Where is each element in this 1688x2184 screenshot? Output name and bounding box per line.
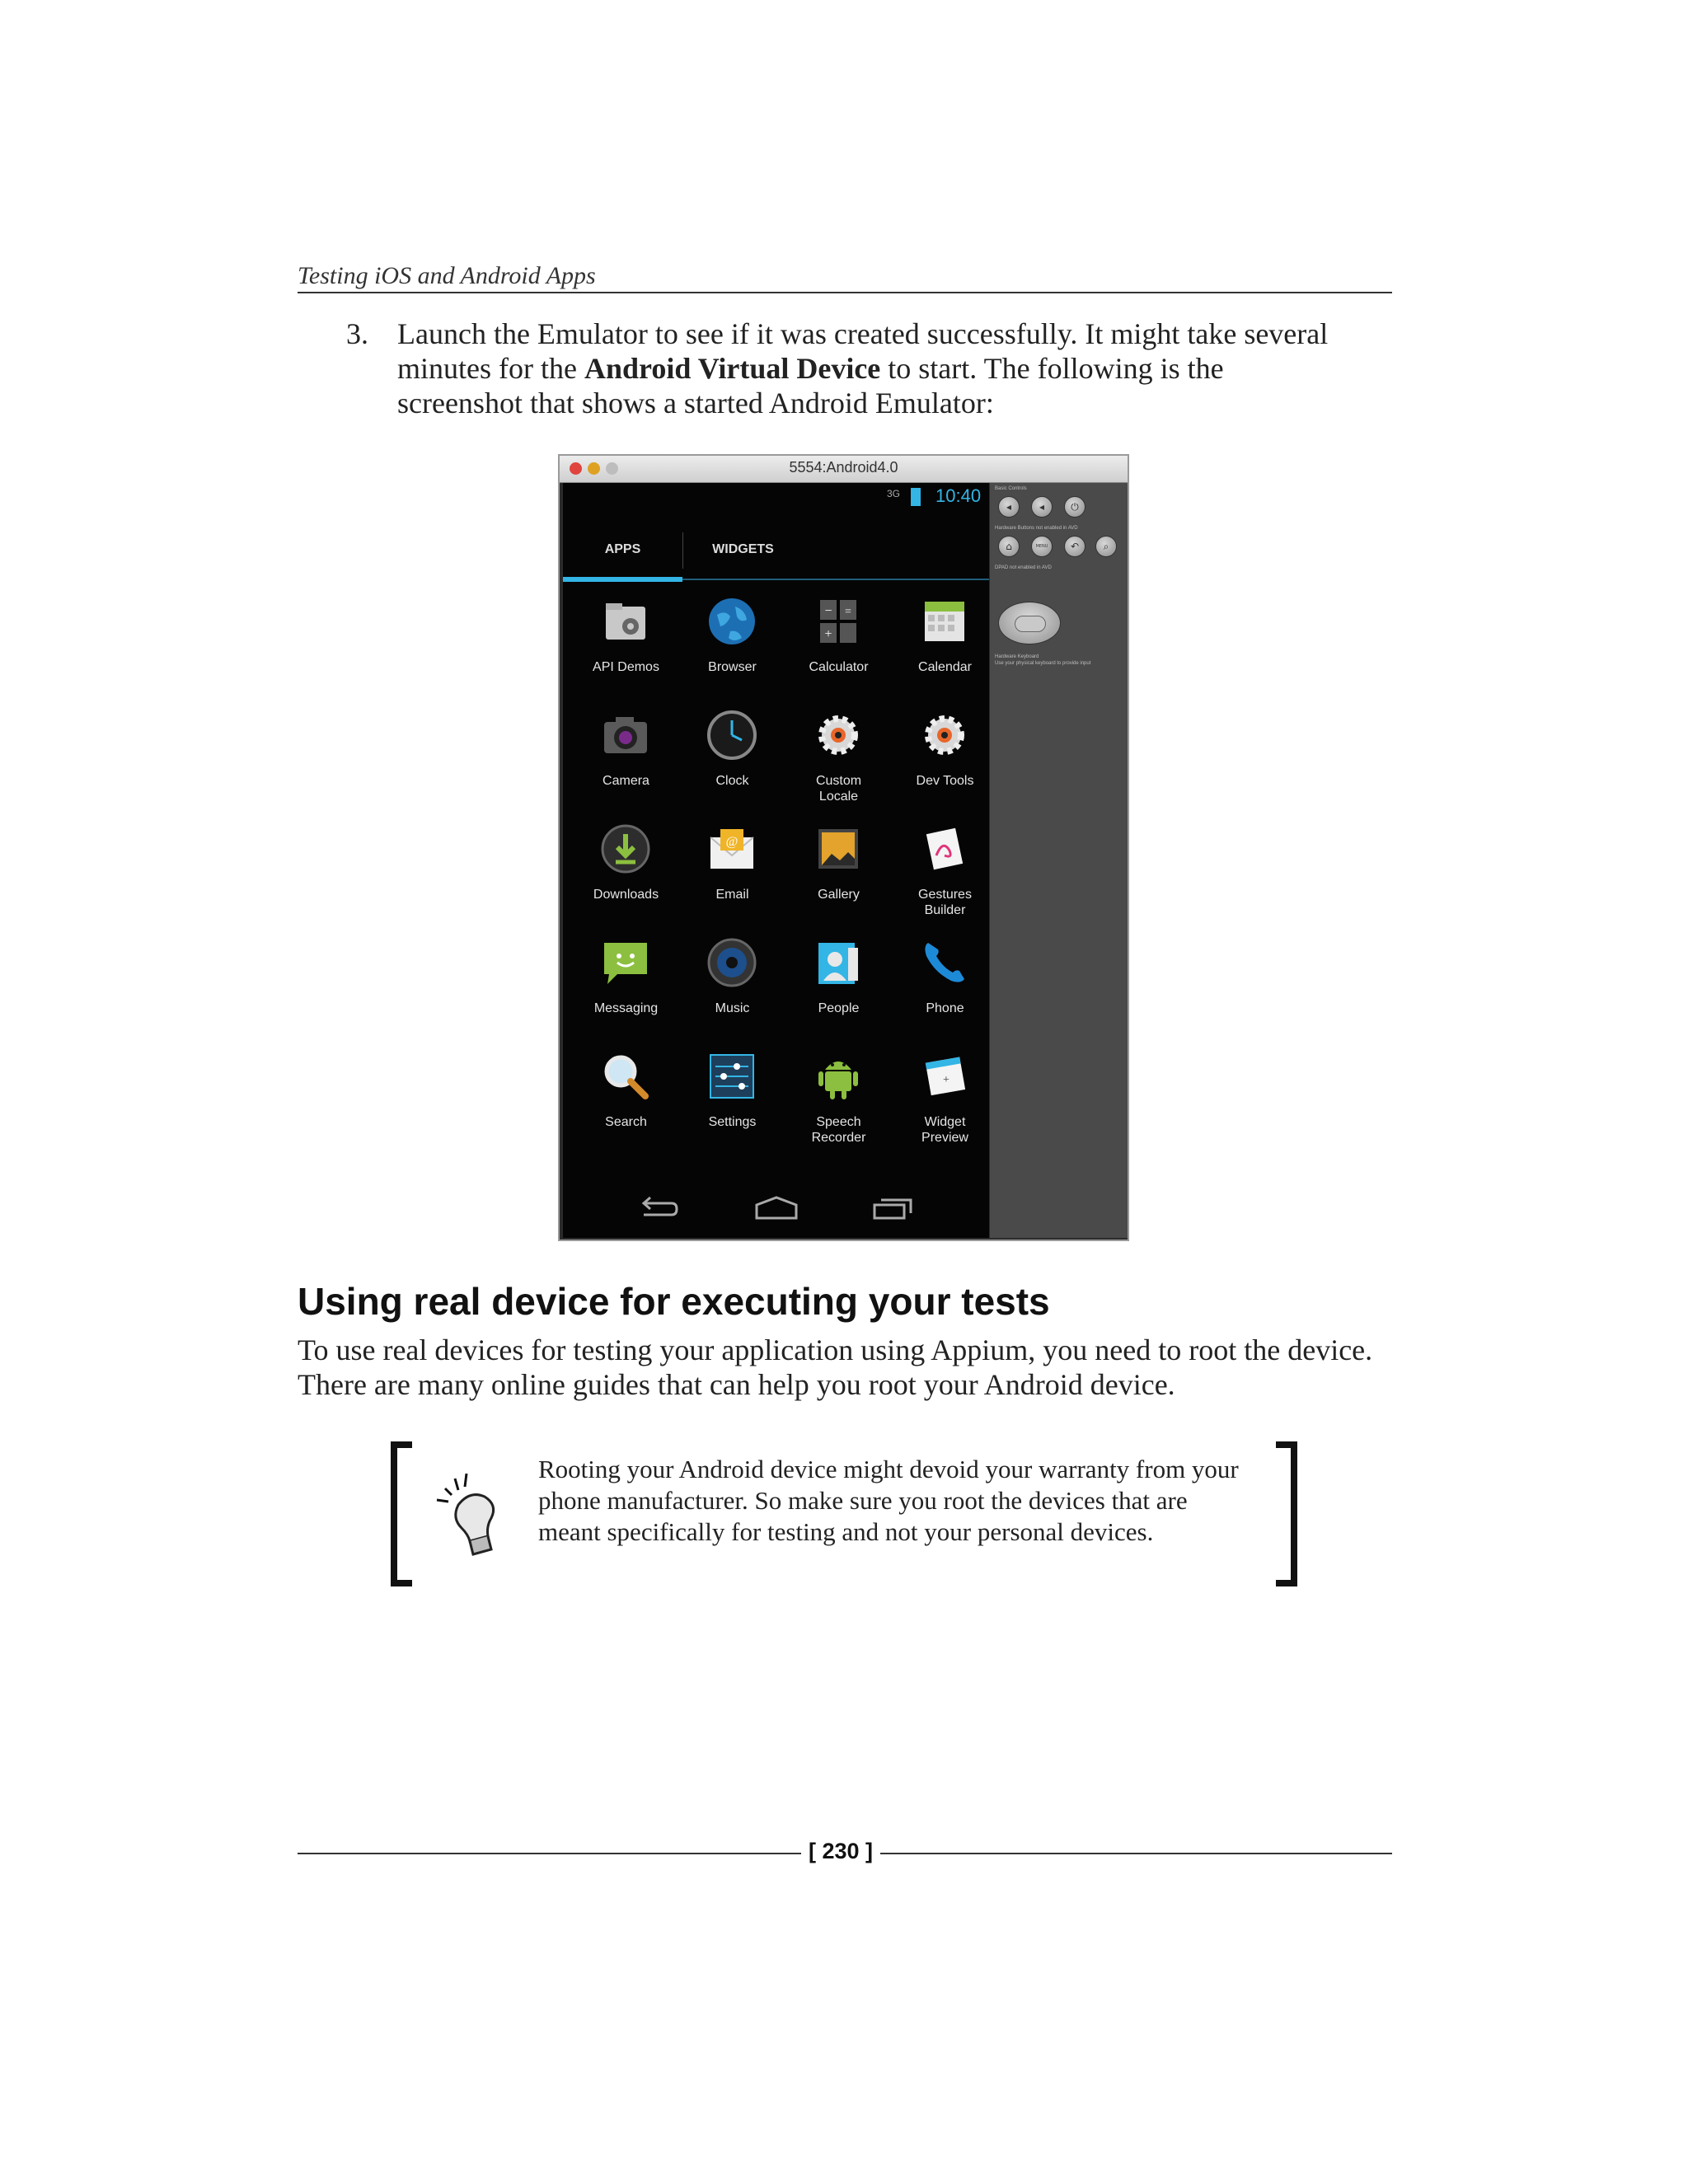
nav-bar — [563, 1180, 989, 1238]
dpad-control[interactable] — [998, 602, 1061, 644]
magnifier-icon — [599, 1050, 652, 1103]
app-search[interactable] — [573, 1050, 679, 1149]
app-people[interactable] — [785, 936, 892, 1035]
app-phone[interactable] — [892, 936, 998, 1035]
dpad-label: DPAD not enabled in AVD — [995, 565, 1052, 570]
step-text-start: Launch the Emulator to see if it was created successfully. It might take several minutes for the — [397, 317, 1329, 385]
emulator-control-panel — [990, 483, 1128, 1238]
power-icon[interactable]: ⏻ — [1064, 496, 1085, 518]
app-api-demos[interactable] — [573, 595, 679, 694]
body-paragraph: To use real devices for testing your application using Appium, you need to root the device. There are many online guides that can help you root your Android device. — [298, 1333, 1373, 1401]
recent-apps-icon[interactable] — [871, 1195, 914, 1221]
network-indicator: 3G — [887, 488, 901, 499]
sliders-icon — [706, 1050, 758, 1103]
envelope-icon — [706, 823, 758, 875]
app-calendar[interactable] — [892, 595, 998, 694]
step-text — [397, 316, 1353, 420]
app-grid — [563, 483, 989, 1180]
window-titlebar — [560, 456, 1128, 483]
step-number: 3. — [346, 317, 368, 350]
app-label: Search — [605, 1115, 647, 1129]
svg-text:+: + — [943, 1074, 950, 1086]
window-title: 5554:Android4.0 — [789, 459, 898, 476]
app-label: Browser — [708, 660, 757, 674]
dpad-center-button[interactable] — [1015, 616, 1046, 632]
app-custom-locale[interactable] — [785, 709, 892, 808]
app-label: Calendar — [918, 660, 972, 674]
keyboard-title: Hardware Keyboard — [995, 654, 1039, 659]
page-number: [ 230 ] — [808, 1839, 874, 1863]
app-label: Speech Recorder — [811, 1115, 866, 1145]
app-calculator[interactable] — [785, 595, 892, 694]
footer-rule-right — [880, 1853, 1392, 1854]
section-heading: Using real device for executing your tests — [298, 1280, 1050, 1323]
app-music[interactable] — [679, 936, 785, 1035]
app-gallery[interactable] — [785, 823, 892, 921]
tab-apps[interactable]: APPS — [604, 542, 641, 556]
hw-back-icon[interactable]: ↶ — [1064, 536, 1085, 557]
folder-gear-icon — [599, 595, 652, 648]
emulator-window — [558, 454, 1129, 1241]
basic-controls-label: Basic Controls — [995, 486, 1027, 491]
step-text-end: to start. The following is the screenshot that shows a started Android Emulator: — [397, 352, 1224, 419]
app-speech-recorder[interactable] — [785, 1050, 892, 1149]
app-label: Custom Locale — [815, 774, 862, 804]
android-screen[interactable] — [563, 483, 989, 1238]
tab-widgets[interactable]: WIDGETS — [712, 542, 774, 556]
app-label: Dev Tools — [916, 774, 974, 788]
app-label: Camera — [603, 774, 649, 788]
gear-icon — [918, 709, 971, 762]
app-label: Clock — [715, 774, 749, 788]
app-label: API Demos — [593, 660, 659, 674]
app-dev-tools[interactable] — [892, 709, 998, 808]
tip-text: Rooting your Android device might devoid your warranty from your phone manufacturer. So make sure you root the devices that are meant specifically for testing and not your personal devices. — [538, 1455, 1239, 1546]
app-messaging[interactable] — [573, 936, 679, 1035]
app-label: People — [818, 1001, 860, 1015]
app-settings[interactable] — [679, 1050, 785, 1149]
app-downloads[interactable] — [573, 823, 679, 921]
app-camera[interactable] — [573, 709, 679, 808]
app-label: Widget Preview — [921, 1115, 968, 1145]
back-icon[interactable] — [637, 1195, 680, 1221]
svg-text:@: @ — [725, 835, 738, 849]
clock-icon — [706, 709, 758, 762]
status-clock: 10:40 — [935, 485, 982, 506]
camera-icon — [599, 709, 652, 762]
lightbulb-icon — [434, 1472, 509, 1559]
app-label: Calculator — [809, 660, 869, 674]
running-header: Testing iOS and Android Apps — [298, 262, 596, 289]
app-label: Downloads — [593, 888, 659, 902]
app-widget-preview[interactable] — [892, 1050, 998, 1149]
svg-text:−: − — [824, 604, 832, 618]
phone-icon — [918, 936, 971, 989]
header-rule — [298, 292, 1392, 293]
hw-search-icon[interactable]: ⌕ — [1095, 536, 1117, 557]
app-label: Phone — [926, 1001, 964, 1015]
svg-text:+: + — [824, 627, 832, 641]
footer-rule-left — [298, 1853, 801, 1854]
calculator-icon — [812, 595, 865, 648]
app-label: Music — [715, 1001, 750, 1015]
step-text-bold: Android Virtual Device — [584, 352, 881, 385]
home-icon[interactable] — [753, 1195, 799, 1221]
gear-icon — [812, 709, 865, 762]
calendar-icon — [918, 595, 971, 648]
widget-icon — [918, 1050, 971, 1103]
app-label: Gallery — [818, 888, 860, 902]
chat-bubble-icon — [599, 936, 652, 989]
volume-down-icon[interactable]: ◂ — [998, 496, 1020, 518]
hw-menu-button[interactable]: MENU — [1031, 536, 1053, 557]
hardware-buttons-label: Hardware Buttons not enabled in AVD — [995, 526, 1078, 531]
globe-icon — [706, 595, 758, 648]
speaker-icon — [706, 936, 758, 989]
keyboard-hint: Use your physical keyboard to provide input — [995, 661, 1091, 666]
contact-card-icon — [812, 936, 865, 989]
gesture-icon — [918, 823, 971, 875]
hw-home-icon[interactable]: ⌂ — [998, 536, 1020, 557]
app-gestures-builder[interactable] — [892, 823, 998, 921]
app-clock[interactable] — [679, 709, 785, 808]
app-label: Gestures Builder — [918, 888, 972, 917]
android-robot-icon — [812, 1050, 865, 1103]
app-browser[interactable] — [679, 595, 785, 694]
app-label: Email — [715, 888, 749, 902]
app-label: Settings — [708, 1115, 757, 1129]
tip-bracket-left — [391, 1441, 412, 1586]
volume-up-icon[interactable]: ◂ — [1031, 496, 1053, 518]
app-label: Messaging — [593, 1001, 659, 1015]
app-email[interactable] — [679, 823, 785, 921]
download-icon — [599, 823, 652, 875]
picture-icon — [812, 823, 865, 875]
svg-text:=: = — [845, 606, 851, 618]
tip-bracket-right — [1276, 1441, 1297, 1586]
